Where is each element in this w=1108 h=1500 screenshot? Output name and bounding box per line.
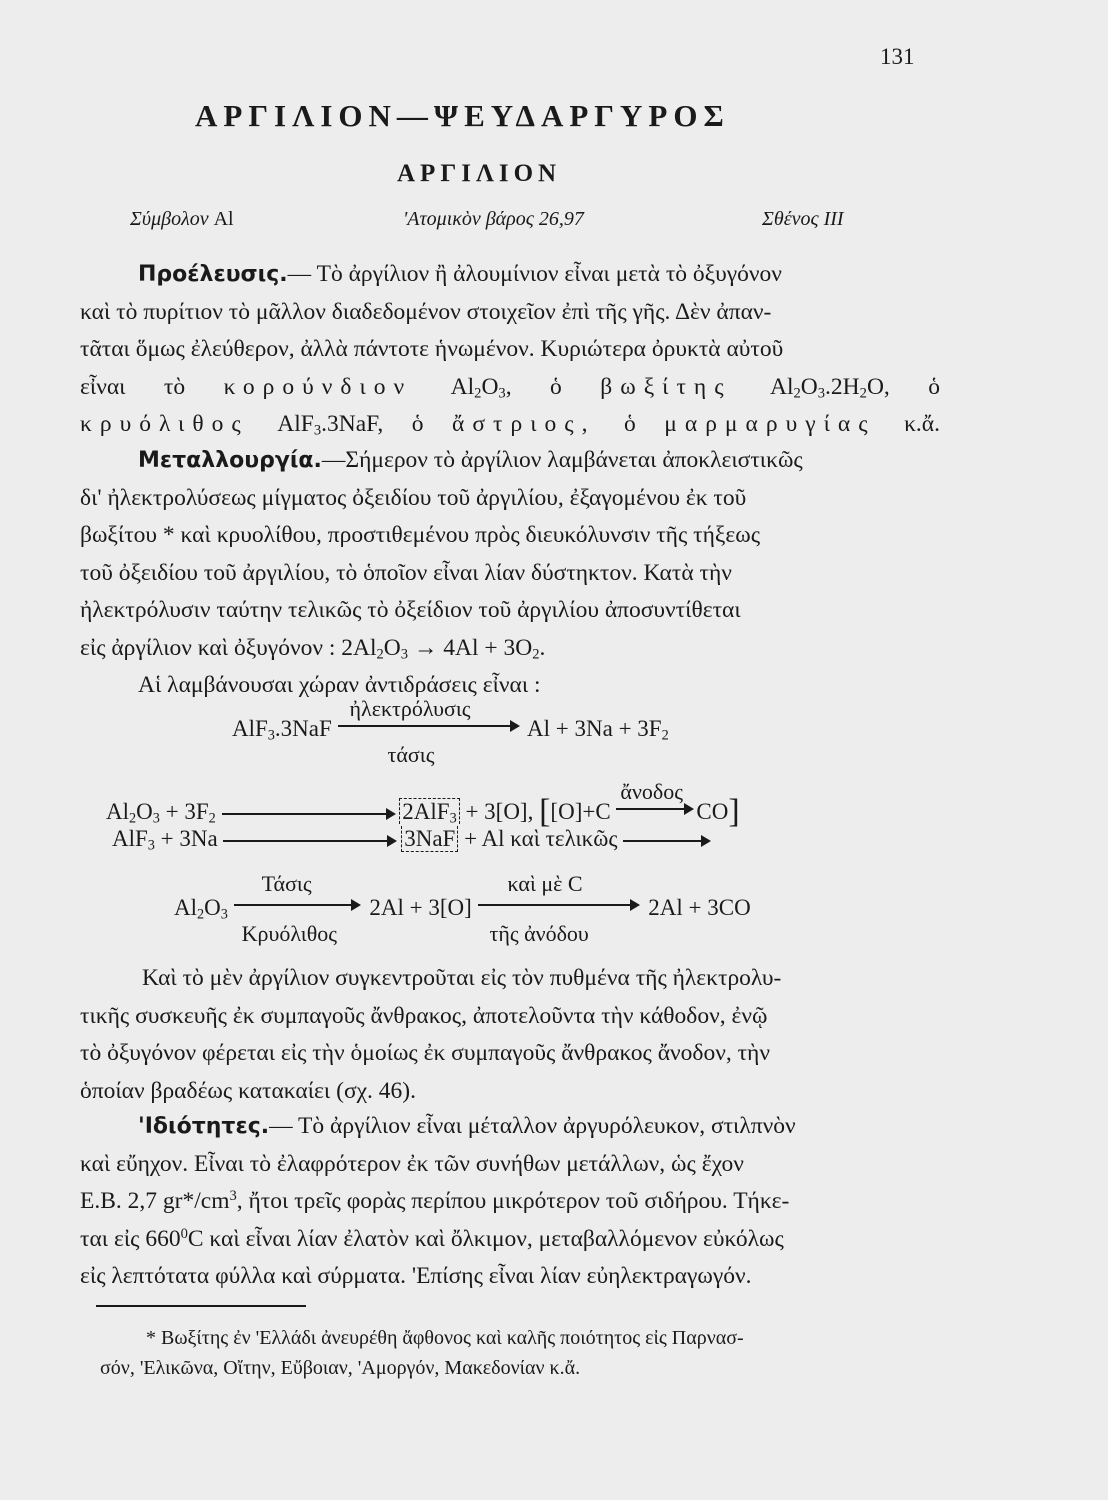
cryolite-label: Κρυόλιθος (241, 921, 337, 946)
symbol-label: Σύμβολον (130, 208, 209, 230)
equation-fluoride: AlF$_3$ + 3Na 3NaF + Al καὶ τελικῶς (112, 826, 709, 852)
density-line: Ε.Β. 2,7 $gr*/cm^3$, ἤτοι τρεῖς φορὰς περίπου μικρότερον τοῦ σιδήρου. Τήκε- (80, 1188, 790, 1214)
anode-label: ἄνοδος (620, 779, 683, 804)
origin-heading: Προέλευσις. (138, 262, 288, 287)
overall-reaction: εἰς ἀργίλιον καὶ ὀξυγόνον : $2Al_2O_3 \to 4Al + 3O_2$. (80, 634, 546, 663)
equation-electrolysis: AlF$_3$.3NaF ἠλεκτρόλυσις τάσις $Al + 3Na + 3F_2$ (232, 696, 669, 767)
melting-line: ται εἰς $660^0C$ καὶ εἶναι λίαν ἐλατὸν καὶ ὄλκιμον, μεταβαλλόμενον εὐκόλως (80, 1225, 784, 1252)
atomic-weight-value: 26,97 (538, 208, 584, 230)
footnote: * Βωξίτης ἐν 'Ελλάδι ἀνευρέθη ἄφθονος καὶ καλῆς ποιότητος εἰς Παρνασ- σόν, 'Ελικῶνα, Οἴτην, Εὔβοιαν, 'Αμοργόν, Μακεδονίαν κ.ἄ. (100, 1327, 744, 1379)
properties-heading: 'Ιδιότητες. (138, 1114, 270, 1139)
origin-paragraph: Προέλευσις.— Τὸ ἀργίλιον ἢ ἀλουμίνιον εἶναι μετὰ τὸ ὀξυγόνον καὶ τὸ πυρίτιον τὸ μᾶλλον διαδεδομένον στοιχεῖον ἐπὶ τῆς γῆς. Δὲν ἀπαν- τᾶται ὅμως ἐλεύθερον, ἀλλὰ πάντοτε ἡνωμένον. Κυριώτερα ὀρυκτὰ αὐτοῦ εἶναι τὸ κορούνδιον $Al_2O_3$, ὁ βωξίτης $Al_2O_3.2H_2O$, ὁ κρυόλιθος AlF$_3$.3NaF, ὁ ἄστριος, ὁ μαρμαρυγίας κ.ἄ. (80, 256, 940, 444)
voltage-label-2: Τάσις (261, 871, 312, 896)
equation-summary: $Al_2O_3$ Τάσις Κρυόλιθος 2Al + 3[O] καὶ μὲ C τῆς ἀνόδου 2Al + 3CO (174, 871, 751, 946)
metallurgy-paragraph: Μεταλλουργία.—Σήμερον τὸ ἀργίλιον λαμβάνεται ἀποκλειστικῶς δι' ἠλεκτρολύσεως μίγματος ὀξειδίου τοῦ ἀργιλίου, ἐξαγομένου ἐκ τοῦ βωξίτου * καὶ κρυολίθου, προστιθεμένου πρὸς διευκόλυνσιν τῆς τήξεως τοῦ ὀξειδίου τοῦ ἀργιλίου, τὸ ὁποῖον εἶναι λίαν δύστηκτον. Κατὰ τὴν ἠλεκτρόλυσιν ταύτην τελικῶς τὸ ὀξείδιον τοῦ ἀργιλίου ἀποσυντίθεται εἰς ἀργίλιον καὶ ὀξυγόνον : $2Al_2O_3 \to 4Al + 3O_2$. Αἱ λαμβάνουσαι χώραν ἀντιδράσεις εἶναι : (80, 442, 940, 705)
properties-paragraph: 'Ιδιότητες.— Τὸ ἀργίλιον εἶναι μέταλλον ἀργυρόλευκον, στιλπνὸν καὶ εὔηχον. Εἶναι τὸ ἐλαφρότερον ἐκ τῶν συνήθων μετάλλων, ὡς ἔχον Ε.Β. 2,7 $gr*/cm^3$, ἤτοι τρεῖς φορὰς περίπου μικρότερον τοῦ σιδήρου. Τήκε- ται εἰς $660^0C$ καὶ εἶναι λίαν ἐλατὸν καὶ ὄλκιμον, μεταβαλλόμενον εὐκόλως εἰς λεπτότατα φύλλα καὶ σύρματα. 'Επίσης εἶναι λίαν εὐηλεκτραγωγόν. (80, 1108, 940, 1296)
reactions-intro: Αἱ λαμβάνουσαι χώραν ἀντιδράσεις εἶναι : (138, 672, 541, 698)
footnote-rule (96, 1305, 306, 1307)
voltage-label: τάσις (387, 742, 435, 767)
metallurgy-heading: Μεταλλουργία. (138, 448, 322, 473)
cryolite-term: κρυόλιθος (80, 411, 249, 437)
finally-label: καὶ τελικῶς (510, 826, 618, 851)
electrolysis-label: ἠλεκτρόλυσις (349, 696, 471, 721)
equation-oxide: $Al_2O_3 + 3F_2$ 2AlF$_3$ + 3[O], [[O]+C ἄνοδος CO] (106, 779, 740, 830)
symbol-info (130, 208, 234, 231)
corundum-term: κορούνδιον (223, 373, 413, 400)
collection-paragraph: Καὶ τὸ μὲν ἀργίλιον συγκεντροῦται εἰς τὸν πυθμένα τῆς ἠλεκτρολυ- τικῆς συσκευῆς ἐκ συμπαγοῦς ἄνθρακος, ἀποτελοῦντα τὴν κάθοδον, ἐνῷ τὸ ὀξυγόνον φέρεται εἰς τὴν ὁμοίως ἐκ συμπαγοῦς ἄνθρακος ἄνοδον, τὴν ὁποίαν βραδέως κατακαίει (σχ. 46). (80, 965, 782, 1104)
atomic-weight-label: 'Ατομικὸν βάρος (403, 208, 534, 230)
atomic-weight-info (403, 208, 584, 231)
feldspar-term: ἄστριος, (452, 411, 596, 437)
minerals-line-1: εἶναι τὸ κορούνδιον $Al_2O_3$, ὁ βωξίτης $Al_2O_3.2H_2O$, ὁ (80, 373, 941, 402)
valence-value: III (823, 208, 844, 230)
page-number: 131 (880, 44, 915, 69)
minerals-line-2: κρυόλιθος AlF$_3$.3NaF, ὁ ἄστριος, ὁ μαρμαρυγίας κ.ἄ. (80, 411, 940, 439)
bauxite-term: βωξίτης (600, 373, 732, 400)
chapter-title: ΑΡΓΙΛΙΟΝ—ΨΕΥΔΑΡΓΥΡΟΣ (195, 98, 730, 133)
of-anode-label: τῆς ἀνόδου (489, 921, 589, 946)
symbol-value: Al (213, 208, 234, 230)
valence-label: Σθένος (762, 208, 819, 230)
with-carbon-label: καὶ μὲ C (507, 871, 583, 896)
valence-info (762, 208, 844, 231)
section-title: ΑΡΓΙΛΙΟΝ (397, 160, 562, 187)
mica-term: μαρμαρυγίας (664, 411, 876, 437)
